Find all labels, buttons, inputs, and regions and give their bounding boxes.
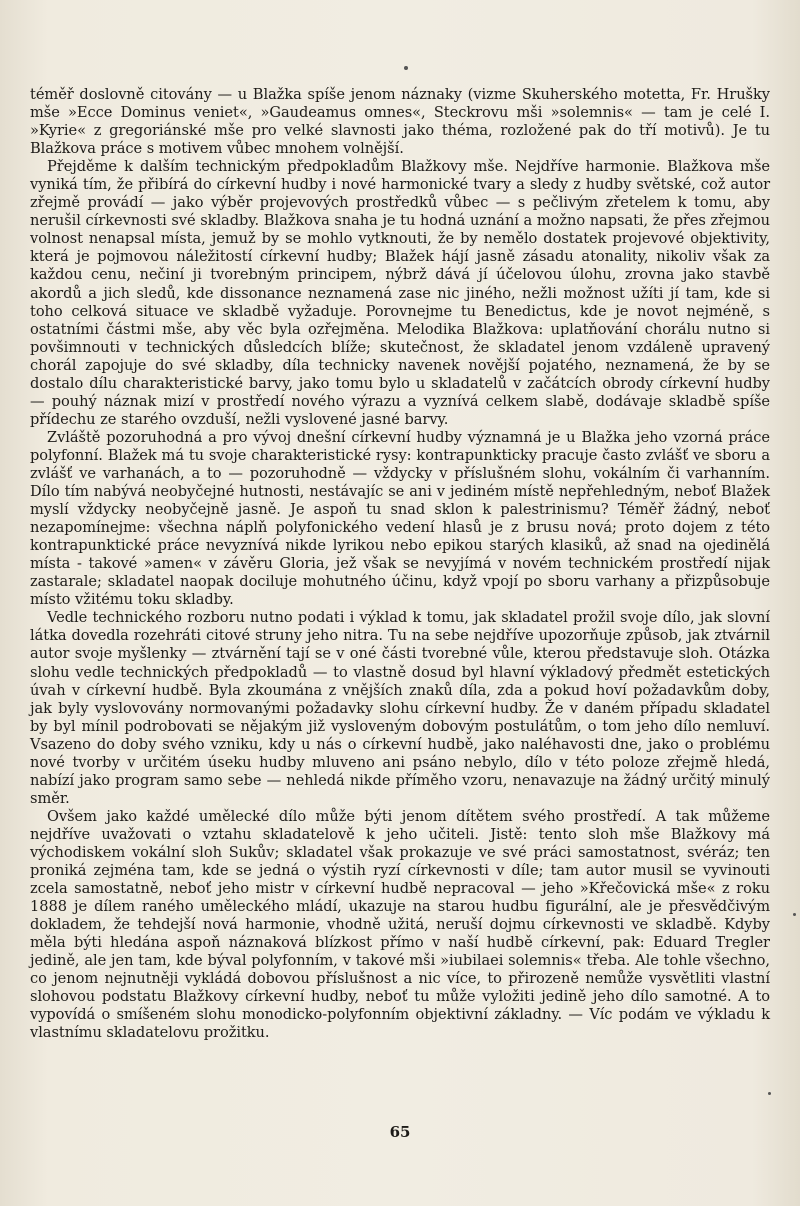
ink-speck <box>793 913 796 916</box>
ink-speck <box>768 1092 771 1095</box>
paragraph-3: Zvláště pozoruhodná a pro vývoj dnešní církevní hudby významná je u Blažka jeho vzorná práce polyfonní. Blažek má tu svoje charakteristické rysy: kontrapunkticky pracuje často zvlášť ve sboru a zvlášť ve varhanách, a to — pozoruhodně — vždycky v příslušném slohu, vokálním či varhanním. Dílo tím nabývá neobyčejné hutnosti, nestávajíc se ani v jediném místě nepřehledným, neboť Blažek myslí vždycky neobyčejně jasně. Je aspoň tu snad sklon k palestrinismu? Téměř žádný, neboť nezapomínejme: všechna náplň polyfonického vedení hlasů je z brusu nová; proto dojem z této kontrapunktické práce nevyznívá nikde lyrikou nebo epikou starých klasiků, až snad na ojedinělá místa - takové »amen« v závěru Gloria, jež však se nevyjímá v novém technickém prostředí nijak zastarale; skladatel naopak dociluje mohutného účinu, když vpojí po sboru varhany a přizpůsobuje místo vžitému toku skladby. <box>30 428 770 609</box>
paragraph-4: Vedle technického rozboru nutno podati i výklad k tomu, jak skladatel prožil svoje dílo, jak slovní látka dovedla rozehráti citové struny jeho nitra. Tu na sebe nejdříve upozorňuje způsob, jak ztvárnil autor svoje myšlenky — ztvárnění tají se v oné části tvorebné vůle, kterou představuje sloh. Otázka slohu vedle technických předpokladů — to vlastně dosud byl hlavní výkladový předmět estetických úvah v církevní hudbě. Byla zkoumána z vnějších znaků díla, zda a pokud hoví požadavkům doby, jak byly vyslovovány normovanými požadavky slohu církevní hudby. Že v daném případu skladatel by byl mínil podrobovati se nějakým již vysloveným dobovým postulátům, o tom jeho dílo nemluví. Vsazeno do doby svého vzniku, kdy u nás o církevní hudbě, jako naléhavosti dne, jako o problému nové tvorby v určitém úseku hudby mluveno ani psáno nebylo, dílo v této poloze zřejmě hledá, nabízí jako program samo sebe — nehledá nikde příměho vzoru, nenavazuje na žádný určitý minulý směr. <box>30 609 770 807</box>
paragraph-2: Přejděme k dalším technickým předpokladům Blažkovy mše. Nejdříve harmonie. Blažkova mše vyniká tím, že přibírá do církevní hudby i nové harmonické tvary a sledy z hudby světské, což autor zřejmě provádí — jako výběr projevových prostředků vůbec — s pečlivým zřetelem k tomu, aby nerušil církevnosti své skladby. Blažkova snaha je tu hodná uznání a možno napsati, že přes zřejmou volnost nenapsal místa, jemuž by se mohlo vytknouti, že by nemělo dostatek projevové objektivity, která je pojmovou náležitostí církevní hudby; Blažek hájí jasně zásadu atonality, nikoliv však za každou cenu, nečiní ji tvorebným principem, nýbrž dává jí účelovou úlohu, zrovna jako stavbě akordů a jich sledů, kde dissonance neznamená zase nic jiného, nežli možnost užíti jí tam, kde si toho celková situace ve skladbě vyžaduje. Porovnejme tu Benedictus, kde je novot nejméně, s ostatními částmi mše, aby věc byla ozřejměna. Melodika Blažkova: uplatňování chorálu nutno si povšimnouti v technických důsledcích blíže; skutečnost, že skladatel jenom vzdáleně upravený chorál zapojuje do své skladby, díla technicky navenek novější pojatého, neznamená, že by se dostalo dílu charakteristické barvy, jako tomu bylo u skladatelů v začátcích obrody církevní hudby — pouhý náznak mizí v prostředí nového výrazu a vyznívá celkem slabě, dodávaje skladbě spíše přídechu ze starého ovzduší, nežli vyslovené jasné barvy. <box>30 158 770 428</box>
body-text <box>30 86 770 1042</box>
ink-speck <box>404 66 408 70</box>
page-number: 65 <box>389 1123 411 1141</box>
paragraph-5: Ovšem jako každé umělecké dílo může býti jenom dítětem svého prostředí. A tak můžeme nejdříve uvažovati o vztahu skladatelově k jeho učiteli. Jistě: tento sloh mše Blažkovy má východiskem vokální sloh Sukův; skladatel však prokazuje ve své práci samostatnost, svéráz; ten proniká zejména tam, kde se jedná o výstih ryzí církevnosti v díle; tam autor musil se vyvinouti zcela samostatně, neboť jeho mistr v církevní hudbě nepracoval — jeho »Křečovická mše« z roku 1888 je dílem raného uměleckého mládí, ukazuje na starou hudbu figurální, ale je přesvědčivým dokladem, že tehdejší nová harmonie, vhodně užitá, neruší dojmu církevnosti ve skladbě. Kdyby měla býti hledána aspoň náznaková blízkost přímo v naší hudbě církevní, pak: Eduard Tregler jedině, ale jen tam, kde býval polyfonním, v takové mši »iubilaei solemnis« třeba. Ale tohle všechno, co jenom nejnutněji vykládá dobovou příslušnost a nic více, to přirozeně nemůže vysvětliti vlastní slohovou podstatu Blažkovy církevní hudby, neboť tu může vyložiti jedině jeho dílo samotné. A to vypovídá o smíšeném slohu monodicko-polyfonním objektivní základny. — Víc podám ve výkladu k vlastnímu skladatelovu prožitku. <box>30 807 770 1042</box>
paragraph-1: téměř doslovně citovány — u Blažka spíše jenom náznaky (vizme Skuherského motetta, Fr. Hrušky mše »Ecce Dominus veniet«, »Gaudeamus omnes«, Steckrovu mši »solemnis« — tam je celé I. »Kyrie« z gregoriánské mše pro velké slavnosti jako théma, rozložené pak do tří motivů). Je tu Blažkova práce s motivem vůbec mnohem volnější. <box>30 86 770 158</box>
